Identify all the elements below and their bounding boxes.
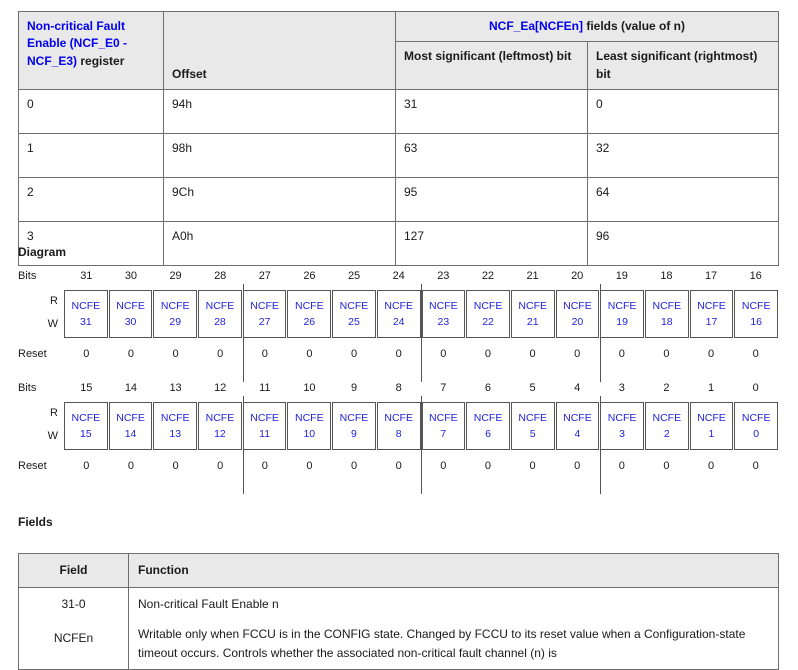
register-offset-table [18,11,779,266]
reset-value: 0 [306,460,313,472]
reset-value: 0 [395,460,402,472]
cell-register: 0 [19,90,164,134]
bit-field-index: 23 [437,316,450,328]
fields-heading: Fields [18,515,53,529]
bit-field-index: 2 [663,428,670,440]
bit-field-name: NCFE [741,411,771,424]
nibble-separator [421,396,422,494]
bit-number: 6 [484,382,491,394]
cell-register: 1 [19,134,164,178]
register-name-link[interactable]: Non-critical Fault Enable (NCF_E0 - NCF_E3) [27,19,128,68]
bit-field-name: NCFE [339,299,369,312]
cell-offset: 94h [164,90,396,134]
reset-value: 0 [261,460,268,472]
nibble-separator [243,284,244,382]
bit-field-name: NCFE [697,411,726,424]
reset-value: 0 [440,460,447,472]
reset-value: 0 [574,460,581,472]
reset-value: 0 [529,348,536,360]
reset-value: 0 [618,460,625,472]
reset-value: 0 [172,348,179,360]
bit-number: 1 [708,382,715,394]
bit-number: 25 [347,270,361,282]
reset-value: 0 [83,460,90,472]
header-lsb: Least significant (rightmost) bit [588,42,779,90]
bit-field-name: NCFE [741,299,771,312]
cell-offset: 9Ch [164,178,396,222]
bit-number: 9 [351,382,358,394]
bit-field-name: NCFE [116,299,145,312]
read-label: R [50,295,58,307]
bit-field-index: 11 [259,428,271,440]
bit-field-name: NCFE [607,299,637,312]
bit-field-cell[interactable] [600,290,644,338]
bit-field-cell[interactable] [377,402,421,450]
register-name-suffix: register [77,53,125,68]
bit-field-name: NCFE [160,411,190,424]
nibble-separator [243,396,244,494]
bit-number: 0 [752,382,759,394]
bit-number: 13 [169,382,182,394]
bit-field-index: 18 [660,316,673,328]
bit-field-index: 1 [708,428,715,440]
fields-group-suffix: fields (value of n) [583,19,686,33]
bit-field-index: 19 [616,316,628,328]
bit-field-name: NCFE [652,411,682,424]
bit-field-cell[interactable] [422,402,466,450]
bit-field-cell[interactable] [109,402,153,450]
reset-value: 0 [127,348,134,360]
reset-value: 0 [618,348,625,360]
bit-field-cell[interactable] [153,290,197,338]
bit-field-name: NCFE [607,411,637,424]
bit-field-name: NCFE [116,411,145,424]
table-row [19,222,779,266]
bit-number: 29 [169,270,182,282]
bit-field-name: NCFE [563,411,592,424]
bit-field-name: NCFE [652,299,682,312]
bit-field-name: NCFE [473,411,503,424]
reset-value: 0 [708,460,715,472]
bit-number: 8 [395,382,402,394]
cell-offset: A0h [164,222,396,266]
bit-field-index: 22 [482,316,494,328]
function-title: Non-critical Fault Enable n [138,596,279,611]
bit-field-index: 16 [750,316,762,328]
bit-field-name: NCFE [384,411,413,424]
bit-field-cell[interactable] [556,290,600,338]
bit-number: 18 [660,270,673,282]
bit-field-index: 26 [303,316,316,328]
reset-value: 0 [752,348,759,360]
bit-field-index: 5 [529,428,536,440]
bit-field-name: NCFE [339,411,369,424]
bit-field-index: 0 [753,428,760,440]
bit-field-index: 21 [526,316,539,328]
header-fields-group [396,12,779,42]
bit-field-name: NCFE [697,299,726,312]
reset-value: 0 [484,460,491,472]
bit-number: 4 [574,382,581,394]
cell-function [129,587,779,670]
bit-number: 5 [529,382,536,394]
bit-field-index: 24 [392,316,405,328]
header-function: Function [129,554,779,588]
bit-field-cell[interactable] [198,402,242,450]
bit-field-index: 25 [348,316,360,328]
bit-field-index: 27 [258,316,271,328]
diagram-heading: Diagram [18,245,67,259]
bit-field-index: 3 [619,428,626,440]
bit-field-cell[interactable] [64,402,108,450]
field-range: 31-0 [61,596,86,611]
bit-field-cell[interactable] [690,402,734,450]
write-label: W [47,318,58,330]
field-name: NCFEn [53,631,94,646]
bit-number: 16 [749,270,762,282]
nibble-separator [600,284,601,382]
bit-number: 10 [303,382,316,394]
bit-field-cell[interactable] [511,290,555,338]
header-register-name [19,12,164,90]
bit-field-index: 30 [124,316,137,328]
reset-value: 0 [395,348,402,360]
reset-value: 0 [217,460,224,472]
bit-field-cell[interactable] [466,290,510,338]
register-table-header-row-1 [19,12,779,42]
bit-field-name: NCFE [250,411,279,424]
bit-numbers-row [64,270,778,282]
reset-value: 0 [172,460,179,472]
reset-value: 0 [529,460,536,472]
reset-value: 0 [574,348,581,360]
bit-field-index: 28 [214,316,226,328]
bit-field-index: 8 [395,428,402,440]
reset-value: 0 [351,460,358,472]
bit-field-index: 7 [440,428,447,440]
bit-number: 24 [392,270,405,282]
bit-field-cell[interactable] [645,402,689,450]
fields-header-row [19,554,779,588]
reset-label: Reset [18,460,47,472]
cell-offset: 98h [164,134,396,178]
table-row [19,178,779,222]
cell-msb: 31 [396,90,588,134]
bit-field-name: NCFE [160,299,190,312]
table-row [19,134,779,178]
bit-field-cell[interactable] [600,402,644,450]
bit-field-cell[interactable] [422,290,466,338]
bit-number: 14 [124,382,138,394]
cell-field [19,587,129,670]
bit-field-name: NCFE [563,299,592,312]
bit-field-cell[interactable] [153,402,197,450]
reset-value: 0 [752,460,759,472]
bit-field-cell[interactable] [332,402,376,450]
bit-field-name: NCFE [518,411,548,424]
fields-group-link[interactable]: NCF_Ea[NCFEn] [488,19,583,33]
bit-number: 21 [526,270,539,282]
bit-number: 17 [704,270,718,282]
bit-field-cell[interactable] [243,290,287,338]
read-label: R [50,407,58,419]
bit-field-name: NCFE [473,299,503,312]
bit-field-name: NCFE [294,411,324,424]
bit-field-cell[interactable] [466,402,510,450]
bit-field-cell[interactable] [243,402,287,450]
bit-number: 7 [440,382,447,394]
header-field: Field [19,554,129,588]
reset-value: 0 [217,348,224,360]
bit-field-index: 4 [574,428,581,440]
register-table-body [19,90,779,266]
bit-field-name: NCFE [294,299,324,312]
cell-lsb: 64 [588,178,779,222]
reset-value: 0 [663,460,670,472]
bit-field-index: 14 [124,428,137,440]
reset-value: 0 [351,348,358,360]
bit-number: 23 [437,270,450,282]
bit-field-name: NCFE [429,411,458,424]
bit-field-index: 17 [705,316,718,328]
reset-value: 0 [261,348,268,360]
bit-field-cell[interactable] [287,402,331,450]
bit-field-cell[interactable] [511,402,555,450]
bit-field-cell[interactable] [287,290,331,338]
bit-number: 26 [303,270,316,282]
bit-field-index: 20 [571,316,584,328]
bit-number: 3 [618,382,625,394]
cell-lsb: 0 [588,90,779,134]
bit-field-index: 12 [214,428,226,440]
bit-field-name: NCFE [384,299,413,312]
bit-field-name: NCFE [205,411,235,424]
bit-number: 19 [615,270,628,282]
reset-value: 0 [83,348,90,360]
cell-msb: 63 [396,134,588,178]
bit-field-cell[interactable] [645,290,689,338]
bit-field-index: 10 [303,428,316,440]
function-body: Writable only when FCCU is in the CONFIG state. Changed by FCCU to its reset value when a Configuration-state timeout occurs. Controls whether the associated non-critical fault channel (n) is [138,627,746,660]
bit-number: 2 [663,382,670,394]
bit-field-name: NCFE [250,299,279,312]
bits-label: Bits [18,382,37,394]
reset-value: 0 [127,460,134,472]
bit-number: 15 [80,382,93,394]
header-msb: Most significant (leftmost) bit [396,42,588,90]
nibble-separator [600,396,601,494]
nibble-separator [421,284,422,382]
bit-field-index: 13 [169,428,182,440]
bit-field-cell[interactable] [198,290,242,338]
bit-field-cell[interactable] [332,290,376,338]
bits-label: Bits [18,270,37,282]
bit-field-name: NCFE [71,299,101,312]
bit-number: 20 [571,270,584,282]
bit-field-index: 6 [485,428,491,440]
cell-register: 2 [19,178,164,222]
bit-number: 31 [80,270,93,282]
cell-lsb: 32 [588,134,779,178]
bit-field-cell[interactable] [109,290,153,338]
bit-field-cell[interactable] [377,290,421,338]
fields-table [18,553,779,670]
bit-field-index: 15 [80,428,92,440]
bit-field-cell[interactable] [734,402,778,450]
bit-field-cell[interactable] [734,290,778,338]
reset-value: 0 [306,348,313,360]
header-offset: Offset [164,12,396,90]
bit-field-name: NCFE [205,299,235,312]
reset-label: Reset [18,348,47,360]
bit-field-name: NCFE [518,299,548,312]
bit-field-index: 31 [80,316,92,328]
reset-value: 0 [708,348,715,360]
table-row [19,90,779,134]
bit-field-index: 29 [169,316,182,328]
bit-number: 28 [214,270,227,282]
table-row [19,587,779,670]
bit-numbers-row [64,382,778,394]
bit-number: 12 [214,382,227,394]
bit-number: 30 [124,270,138,282]
bit-field-index: 9 [351,428,357,440]
bit-field-cell[interactable] [556,402,600,450]
bit-field-name: NCFE [71,411,101,424]
cell-msb: 95 [396,178,588,222]
write-label: W [47,430,58,442]
bit-field-cell[interactable] [690,290,734,338]
bit-number: 27 [258,270,271,282]
bit-field-name: NCFE [429,299,458,312]
reset-value: 0 [440,348,447,360]
reset-value: 0 [484,348,491,360]
cell-lsb: 96 [588,222,779,266]
cell-msb: 127 [396,222,588,266]
bit-number: 11 [259,382,271,394]
cell-register: 3 [19,222,164,266]
bit-number: 22 [481,270,495,282]
bit-field-cell[interactable] [64,290,108,338]
reset-value: 0 [663,348,670,360]
